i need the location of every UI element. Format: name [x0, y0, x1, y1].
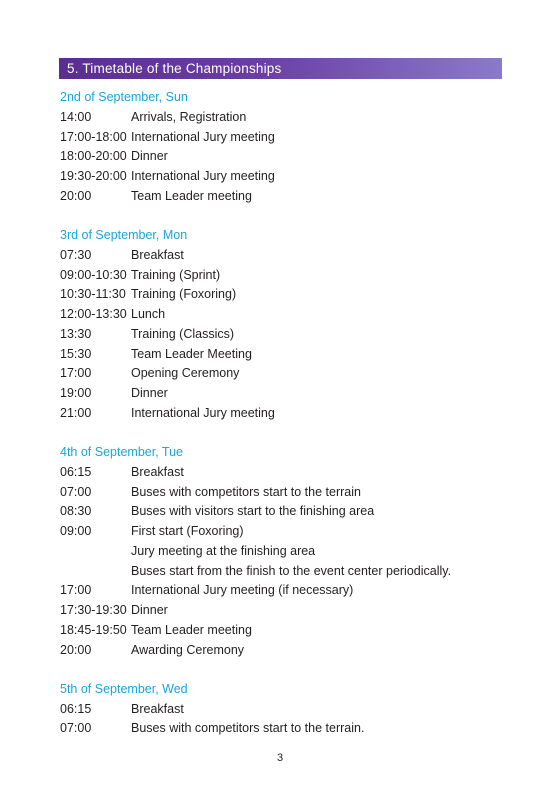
- schedule-time: 14:00: [60, 109, 92, 124]
- schedule-event: Dinner: [131, 149, 168, 164]
- timetable: [60, 88, 530, 759]
- schedule-event: International Jury meeting (if necessary): [131, 583, 354, 598]
- schedule-time: 07:00: [60, 484, 92, 499]
- schedule-event: International Jury meeting: [131, 405, 275, 420]
- schedule-event: Dinner: [131, 603, 168, 617]
- schedule-time: 06:15: [60, 464, 92, 479]
- day-title: 5th of September, Wed: [60, 681, 188, 696]
- schedule-time: 17:00: [60, 366, 92, 381]
- schedule-time: 07:00: [60, 721, 92, 736]
- schedule-row: [60, 483, 530, 503]
- schedule-time: 06:15: [60, 701, 92, 716]
- schedule-row: [60, 502, 530, 522]
- day-block: [60, 88, 530, 207]
- schedule-time: 19:30-20:00: [60, 169, 127, 183]
- schedule-time: 17:00-18:00: [60, 129, 127, 144]
- schedule-row: [60, 542, 530, 562]
- schedule-time: 17:00: [60, 583, 92, 598]
- schedule-row: [60, 700, 530, 720]
- schedule-event: Training (Classics): [131, 326, 235, 341]
- schedule-event: Buses with competitors start to the terrain: [131, 484, 361, 499]
- schedule-row: [60, 404, 530, 424]
- schedule-event: Buses with competitors start to the terrain.: [131, 721, 365, 736]
- schedule-row: [60, 325, 530, 345]
- schedule-row: [60, 285, 530, 305]
- schedule-row: [60, 601, 530, 621]
- schedule-time: 21:00: [60, 405, 92, 420]
- schedule-time: 15:30: [60, 346, 92, 361]
- schedule-time: 19:00: [60, 386, 92, 400]
- schedule-event: Jury meeting at the finishing area: [131, 543, 316, 558]
- schedule-time: 08:30: [60, 504, 92, 519]
- schedule-event: Team Leader meeting: [131, 622, 252, 637]
- schedule-event: Breakfast: [131, 464, 184, 479]
- schedule-time: [60, 542, 131, 562]
- day-block: [60, 680, 530, 739]
- day-title: 3rd of September, Mon: [60, 228, 188, 242]
- schedule-event: Breakfast: [131, 701, 184, 716]
- schedule-time: 17:30-19:30: [60, 603, 127, 617]
- schedule-event: International Jury meeting: [131, 129, 275, 144]
- schedule-event: Lunch: [131, 307, 166, 321]
- schedule-row: [60, 128, 530, 148]
- schedule-event: Buses start from the finish to the event center periodically.: [131, 563, 452, 578]
- schedule-row: [60, 167, 530, 187]
- schedule-row: [60, 345, 530, 365]
- schedule-time: 12:00-13:30: [60, 307, 127, 321]
- schedule-time: 18:00-20:00: [60, 149, 127, 164]
- schedule-time: 18:45-19:50: [60, 622, 127, 637]
- schedule-event: Team Leader meeting: [131, 188, 252, 203]
- schedule-row: [60, 522, 530, 542]
- schedule-event: Training (Foxoring): [131, 287, 237, 302]
- schedule-event: Opening Ceremony: [131, 366, 240, 381]
- schedule-time: 07:30: [60, 247, 92, 262]
- schedule-time: 20:00: [60, 188, 92, 203]
- schedule-row: [60, 719, 530, 739]
- schedule-time: [60, 562, 131, 582]
- schedule-row: [60, 581, 530, 601]
- schedule-row: [60, 641, 530, 661]
- section-title: 5. Timetable of the Championships: [59, 58, 502, 79]
- schedule-row: [60, 246, 530, 266]
- page-number: 3: [276, 752, 284, 764]
- schedule-row: [60, 187, 530, 207]
- schedule-event: International Jury meeting: [131, 169, 275, 183]
- schedule-row: [60, 147, 530, 167]
- schedule-event: Arrivals, Registration: [131, 109, 247, 124]
- schedule-row: [60, 463, 530, 483]
- schedule-row: [60, 305, 530, 325]
- schedule-time: 09:00: [60, 524, 92, 538]
- schedule-time: 13:30: [60, 326, 92, 341]
- schedule-event: Dinner: [131, 386, 168, 400]
- schedule-event: First start (Foxoring): [131, 524, 244, 538]
- day-block: [60, 443, 530, 660]
- schedule-row: [60, 384, 530, 404]
- schedule-event: Breakfast: [131, 247, 184, 262]
- day-title: 2nd of September, Sun: [60, 90, 188, 104]
- schedule-row: [60, 562, 530, 582]
- schedule-time: 09:00-10:30: [60, 267, 127, 282]
- schedule-row: [60, 364, 530, 384]
- schedule-time: 20:00: [60, 642, 92, 657]
- schedule-time: 10:30-11:30: [60, 287, 126, 302]
- day-title: 4th of September, Tue: [60, 445, 183, 459]
- schedule-event: Buses with visitors start to the finishing area: [131, 504, 375, 519]
- schedule-event: Team Leader Meeting: [131, 346, 252, 361]
- schedule-row: [60, 108, 530, 128]
- day-block: [60, 226, 530, 424]
- schedule-row: [60, 621, 530, 641]
- schedule-row: [60, 266, 530, 286]
- schedule-event: Training (Sprint): [131, 267, 221, 282]
- schedule-event: Awarding Ceremony: [131, 642, 245, 657]
